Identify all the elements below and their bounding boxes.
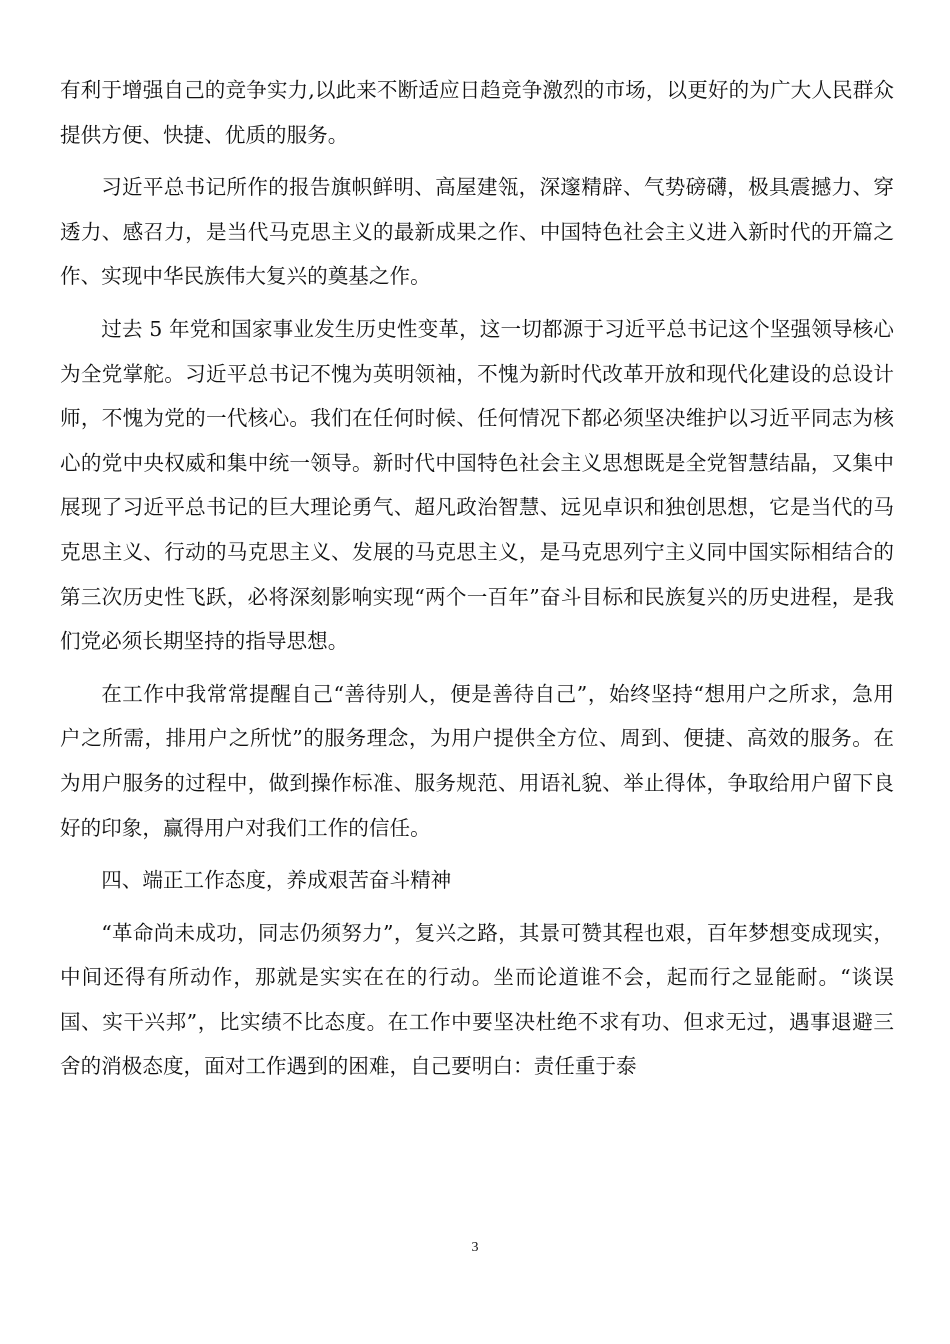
body-paragraph-5: “革命尚未成功，同志仍须努力”，复兴之路，其景可赞其程也艰，百年梦想变成现实，中间还得有所动作，那就是实实在在的行动。坐而论道谁不会，起而行之显能耐。“谈误国、实干兴邦”，比实绩不比态度。在工作中要坚决杜绝不求有功、但求无过，遇事退避三舍的消极态度，面对工作遇到的困难，自己要明白：责任重于泰 bbox=[60, 920, 894, 1079]
body-paragraph-1: 有利于增强自己的竞争实力,以此来不断适应日趋竞争激烈的市场，以更好的为广大人民群众提供方便、快捷、优质的服务。 bbox=[60, 78, 894, 147]
document-page bbox=[60, 68, 894, 1097]
page-number: 3 bbox=[471, 1240, 479, 1255]
body-paragraph-3: 过去 5 年党和国家事业发生历史性变革，这一切都源于习近平总书记这个坚强领导核心为全党掌舵。习近平总书记不愧为英明领袖，不愧为新时代改革开放和现代化建设的总设计师，不愧为党的一代核心。我们在任何时候、任何情况下都必须坚决维护以习近平同志为核心的党中央权威和集中统一领导。新时代中国特色社会主义思想既是全党智慧结晶，又集中展现了习近平总书记的巨大理论勇气、超凡政治智慧、远见卓识和独创思想，它是当代的马克思主义、行动的马克思主义、发展的马克思主义，是马克思列宁主义同中国实际相结合的第三次历史性飞跃，必将深刻影响实现“两个一百年”奋斗目标和民族复兴的历史进程，是我们党必须长期坚持的指导思想。 bbox=[60, 316, 894, 654]
section-heading: 四、端正工作态度，养成艰苦奋斗精神 bbox=[101, 868, 452, 893]
body-paragraph-2: 习近平总书记所作的报告旗帜鲜明、高屋建瓴，深邃精辟、气势磅礴，极具震撼力、穿透力、感召力，是当代马克思主义的最新成果之作、中国特色社会主义进入新时代的开篇之作、实现中华民族伟大复兴的奠基之作。 bbox=[60, 175, 894, 289]
body-paragraph-4: 在工作中我常常提醒自己“善待别人，便是善待自己”，始终坚持“想用户之所求，急用户之所需，排用户之所忧”的服务理念，为用户提供全方位、周到、便捷、高效的服务。在为用户服务的过程中，做到操作标准、服务规范、用语礼貌、举止得体，争取给用户留下良好的印象，赢得用户对我们工作的信任。 bbox=[60, 681, 894, 840]
